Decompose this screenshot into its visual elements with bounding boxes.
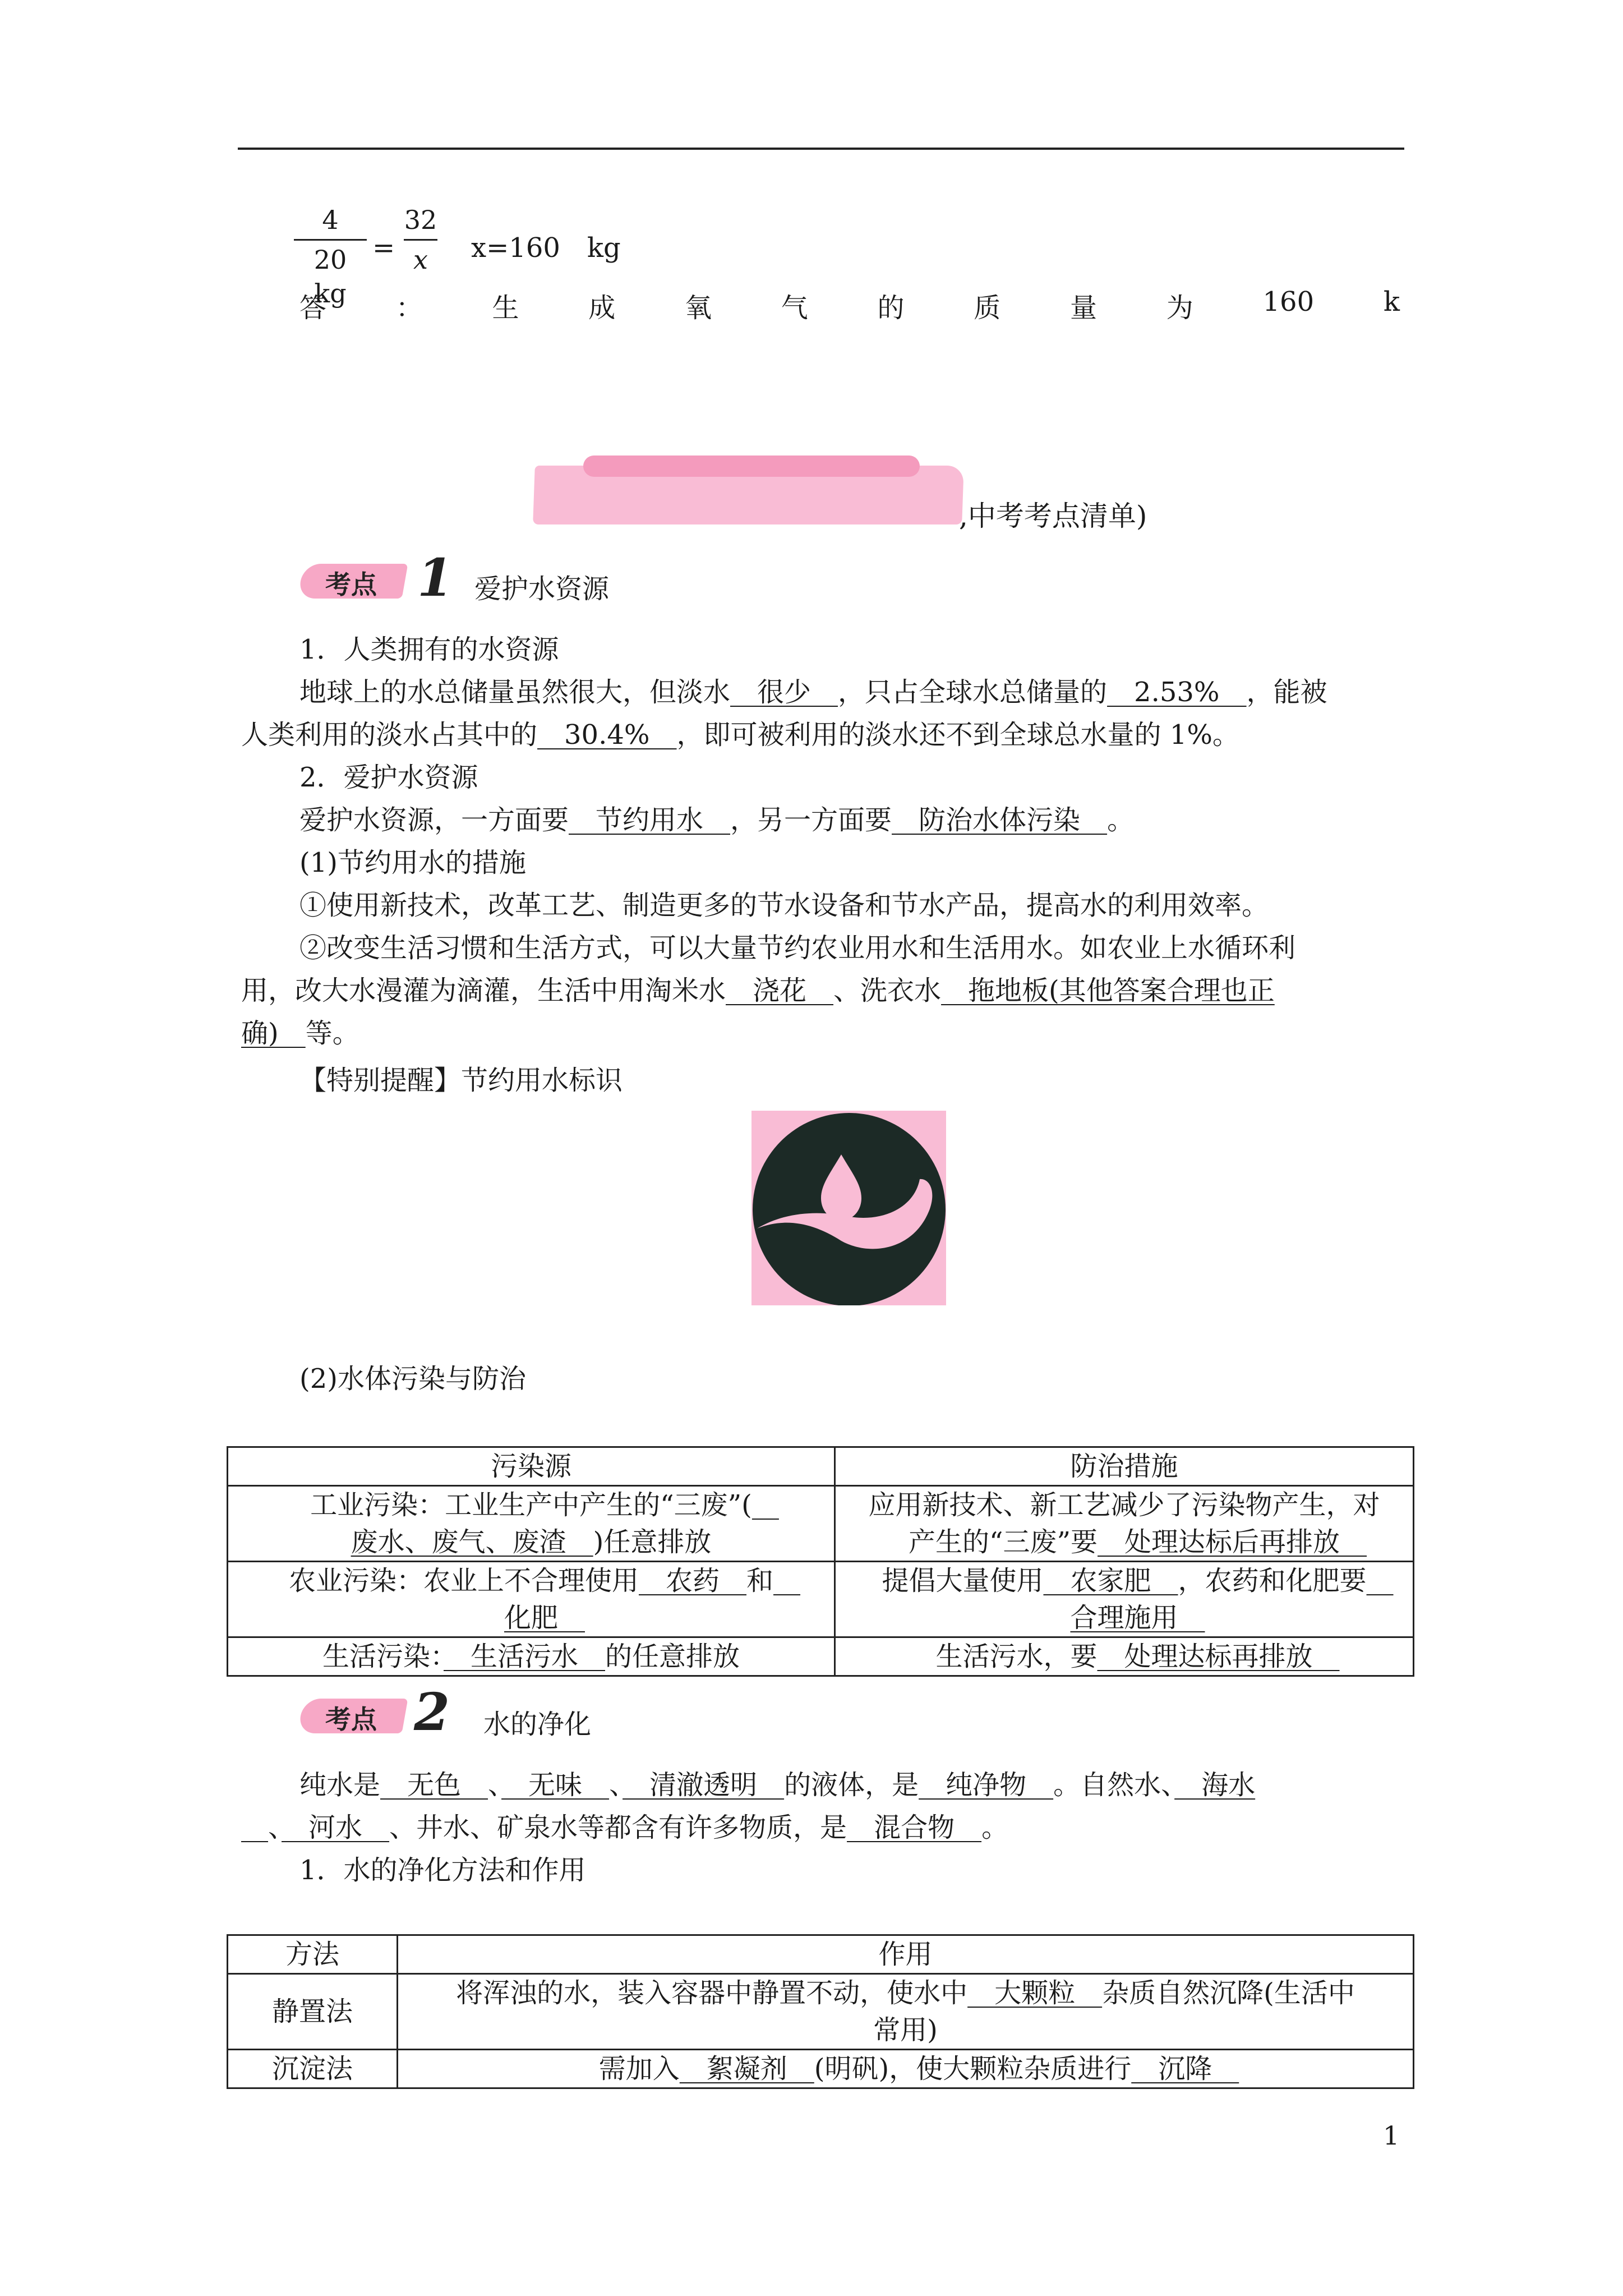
table-header-row (228, 1935, 1414, 1974)
blank-answer: 清澈透明 (623, 1769, 785, 1801)
header-rule (238, 148, 1404, 150)
table-cell: 提倡大量使用 农家肥 ，农药和化肥要 合理施用 (835, 1562, 1414, 1637)
table-cell: 需加入 絮凝剂 (明矾)，使大颗粒杂质进行 沉降 (398, 2050, 1414, 2088)
table-cell: 工业污染：工业生产中产生的“三废”( 废水、废气、废渣 )任意排放 (228, 1486, 835, 1562)
table-row (228, 1486, 1414, 1562)
table-row (228, 1974, 1414, 2050)
blank-answer: 拖地板(其他答案合理也正 (941, 975, 1275, 1006)
section-1-title: 爱护水资源 (474, 573, 610, 605)
paragraph-line: 用，改大水漫灌为滴灌，生活中用淘米水 浇花 、洗衣水 拖地板(其他答案合理也正 (241, 975, 1275, 1006)
blank-answer: 确) (241, 1018, 306, 1049)
heading-water-resources: 1．人类拥有的水资源 (299, 634, 559, 665)
paragraph-line: 、 河水 、井水、矿泉水等都含有许多物质，是 混合物 。 (241, 1806, 1008, 1849)
special-reminder: 【特别提醒】节约用水标识 (299, 1065, 623, 1096)
blank-answer (241, 1812, 268, 1843)
table-row (228, 1637, 1414, 1676)
blank-answer: 无味 (501, 1769, 610, 1801)
table-cell: 生活污水，要 处理达标再排放 (835, 1637, 1414, 1676)
purification-table (227, 1934, 1414, 2089)
subheading-saving-water: (1)节约用水的措施 (299, 847, 526, 878)
fraction-2-numerator: 32 (404, 205, 437, 235)
page-number: 1 (1383, 2120, 1400, 2151)
answer-char: 量 (1070, 292, 1098, 324)
paragraph-line: 确) 等。 (241, 1018, 359, 1049)
blank-answer: 2.53% (1107, 677, 1247, 708)
section-banner-cap (583, 455, 920, 477)
paragraph-line: ②改变生活习惯和生活方式，可以大量节约农业用水和生活用水。如农业上水循环利 (299, 932, 1296, 964)
table-header-row (228, 1447, 1414, 1486)
answer-char: 气 (781, 292, 808, 324)
fraction-1-numerator: 4 (322, 205, 339, 235)
answer-char: ： (395, 292, 423, 324)
table-header-cell: 防治措施 (835, 1447, 1414, 1486)
answer-char: 成 (588, 292, 616, 324)
heading-protect-water: 2．爱护水资源 (299, 762, 478, 793)
equals-sign: = (372, 232, 395, 264)
paragraph-line: 纯水是 无色 、 无味 、 清澈透明 的液体，是 纯净物 。自然水、 海水 (299, 1769, 1256, 1801)
paragraph-line: 爱护水资源，一方面要 节约用水 ，另一方面要 防治水体污染 。 (299, 804, 1135, 836)
fraction-2 (404, 203, 437, 277)
answer-char: 为 (1166, 292, 1193, 324)
fraction-1-denominator: 20 kg (313, 245, 373, 309)
pollution-table (227, 1446, 1414, 1677)
answer-char: 生 (492, 292, 519, 324)
table-cell: 农业污染：农业上不合理使用 农药 和 化肥 (228, 1562, 835, 1637)
fraction-2-denominator: x (413, 245, 428, 275)
blank-answer: 30.4% (537, 719, 677, 751)
blank-answer: 纯净物 (919, 1769, 1054, 1801)
blank-answer: 混合物 (847, 1812, 982, 1843)
table-header-cell: 作用 (398, 1935, 1414, 1974)
table-cell: 生活污染： 生活污水 的任意排放 (228, 1637, 835, 1676)
answer-char: 质 (974, 292, 1001, 324)
section-2-title: 水的净化 (483, 1709, 592, 1740)
subheading-pollution: (2)水体污染与防治 (299, 1363, 526, 1395)
water-saving-logo (751, 1111, 946, 1305)
paragraph-line: ①使用新技术，改革工艺、制造更多的节水设备和节水产品，提高水的利用效率。 (299, 890, 1269, 921)
table-header-cell: 污染源 (228, 1447, 835, 1486)
kaodian-label-2: 考点 (325, 1704, 377, 1734)
table-row (228, 2050, 1414, 2088)
answer-char: 160 (1262, 286, 1315, 318)
blank-answer: 节约用水 (569, 804, 731, 836)
blank-answer: 很少 (730, 677, 838, 708)
table-cell: 将浑浊的水，装入容器中静置不动，使水中 大颗粒 杂质自然沉降(生活中 常用) (398, 1974, 1414, 2050)
kaodian-label-1: 考点 (325, 569, 377, 600)
blank-answer: 无色 (380, 1769, 488, 1801)
table-header-cell: 方法 (228, 1935, 398, 1974)
answer-char: k (1383, 286, 1400, 318)
paragraph-line: 地球上的水总储量虽然很大，但淡水 很少 ，只占全球水总储量的 2.53% ，能被 (299, 677, 1327, 708)
kaodian-number-1: 1 (417, 547, 454, 608)
table-row (228, 1562, 1414, 1637)
answer-char: 答 (299, 292, 327, 324)
blank-answer: 河水 (282, 1812, 390, 1843)
banner-title: ,中考考点清单) (959, 500, 1147, 532)
blank-answer: 海水 (1174, 1769, 1256, 1801)
heading-purification-methods: 1．水的净化方法和作用 (299, 1855, 586, 1886)
formula-result: x=160 kg (471, 232, 621, 264)
table-cell: 静置法 (228, 1974, 398, 2050)
answer-char: 氧 (685, 292, 712, 324)
answer-line (299, 286, 1400, 325)
water-saving-icon (751, 1111, 946, 1305)
answer-char: 的 (877, 292, 905, 324)
table-cell: 应用新技术、新工艺减少了污染物产生，对 产生的“三废”要 处理达标后再排放 (835, 1486, 1414, 1562)
paragraph-line: 人类利用的淡水占其中的 30.4% ，即可被利用的淡水还不到全球总水量的 1%。 (241, 719, 1239, 751)
blank-answer: 浇花 (726, 975, 834, 1006)
blank-answer: 防治水体污染 (892, 804, 1108, 836)
kaodian-number-2: 2 (414, 1682, 450, 1742)
table-cell: 沉淀法 (228, 2050, 398, 2088)
